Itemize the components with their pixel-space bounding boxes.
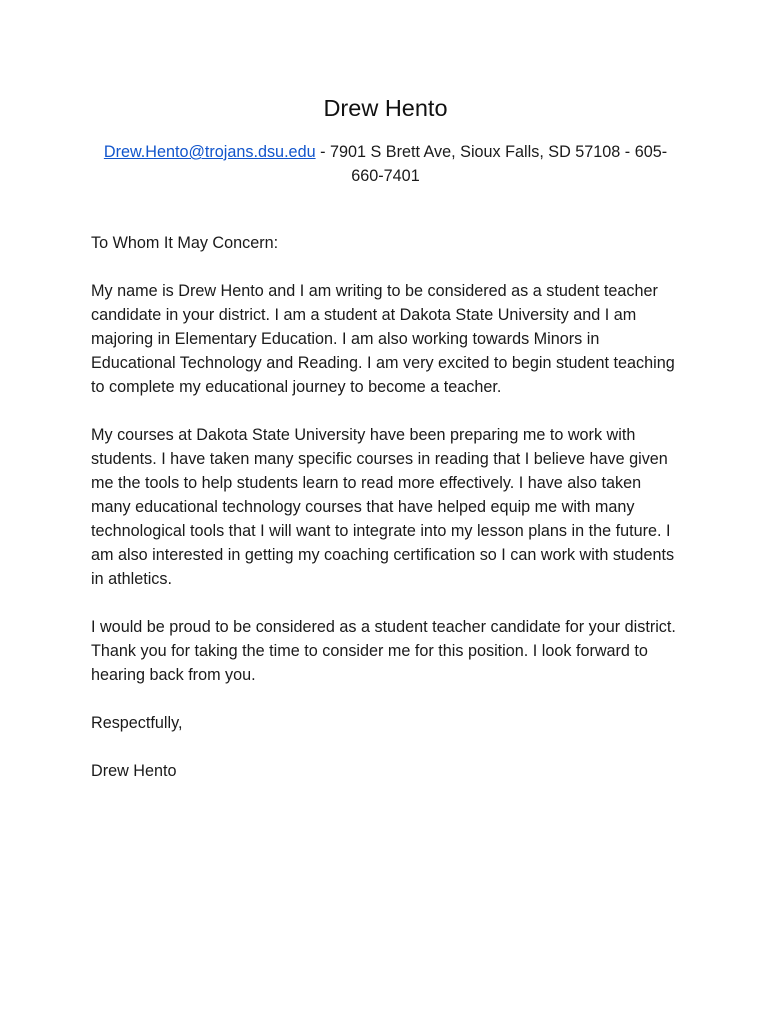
signature-name: Drew Hento bbox=[91, 762, 177, 780]
greeting: To Whom It May Concern: bbox=[91, 234, 279, 252]
contact-line bbox=[91, 140, 680, 188]
body-paragraph-courses: My courses at Dakota State University have been preparing me to work with students. I have taken many specific courses in reading that I believe have given me the tools to help students learn to read more effectively. I have also taken many educational technology courses that have helped equip me with many technological tools that I will want to integrate into my lesson plans in the future. I am also interested in getting my coaching certification so I can work with students in athletics. bbox=[91, 426, 675, 588]
email-link[interactable]: Drew.Hento@trojans.dsu.edu bbox=[103, 143, 316, 161]
address-phone-text: - 7901 S Brett Ave, Sioux Falls, SD 57108 - 605-660-7401 bbox=[315, 143, 668, 185]
closing-salutation: Respectfully, bbox=[91, 714, 183, 732]
letter-heading-name: Drew Hento bbox=[323, 95, 448, 121]
body-paragraph-intro: My name is Drew Hento and I am writing to be considered as a student teacher candidate in your district. I am a student at Dakota State University and I am majoring in Elementary Education. I am also working towards Minors in Educational Technology and Reading. I am very excited to begin student teaching to complete my educational journey to become a teacher. bbox=[91, 282, 675, 396]
body-paragraph-closing: I would be proud to be considered as a student teacher candidate for your district. Thank you for taking the time to consider me for this position. I look forward to hearing back from you. bbox=[91, 618, 676, 684]
